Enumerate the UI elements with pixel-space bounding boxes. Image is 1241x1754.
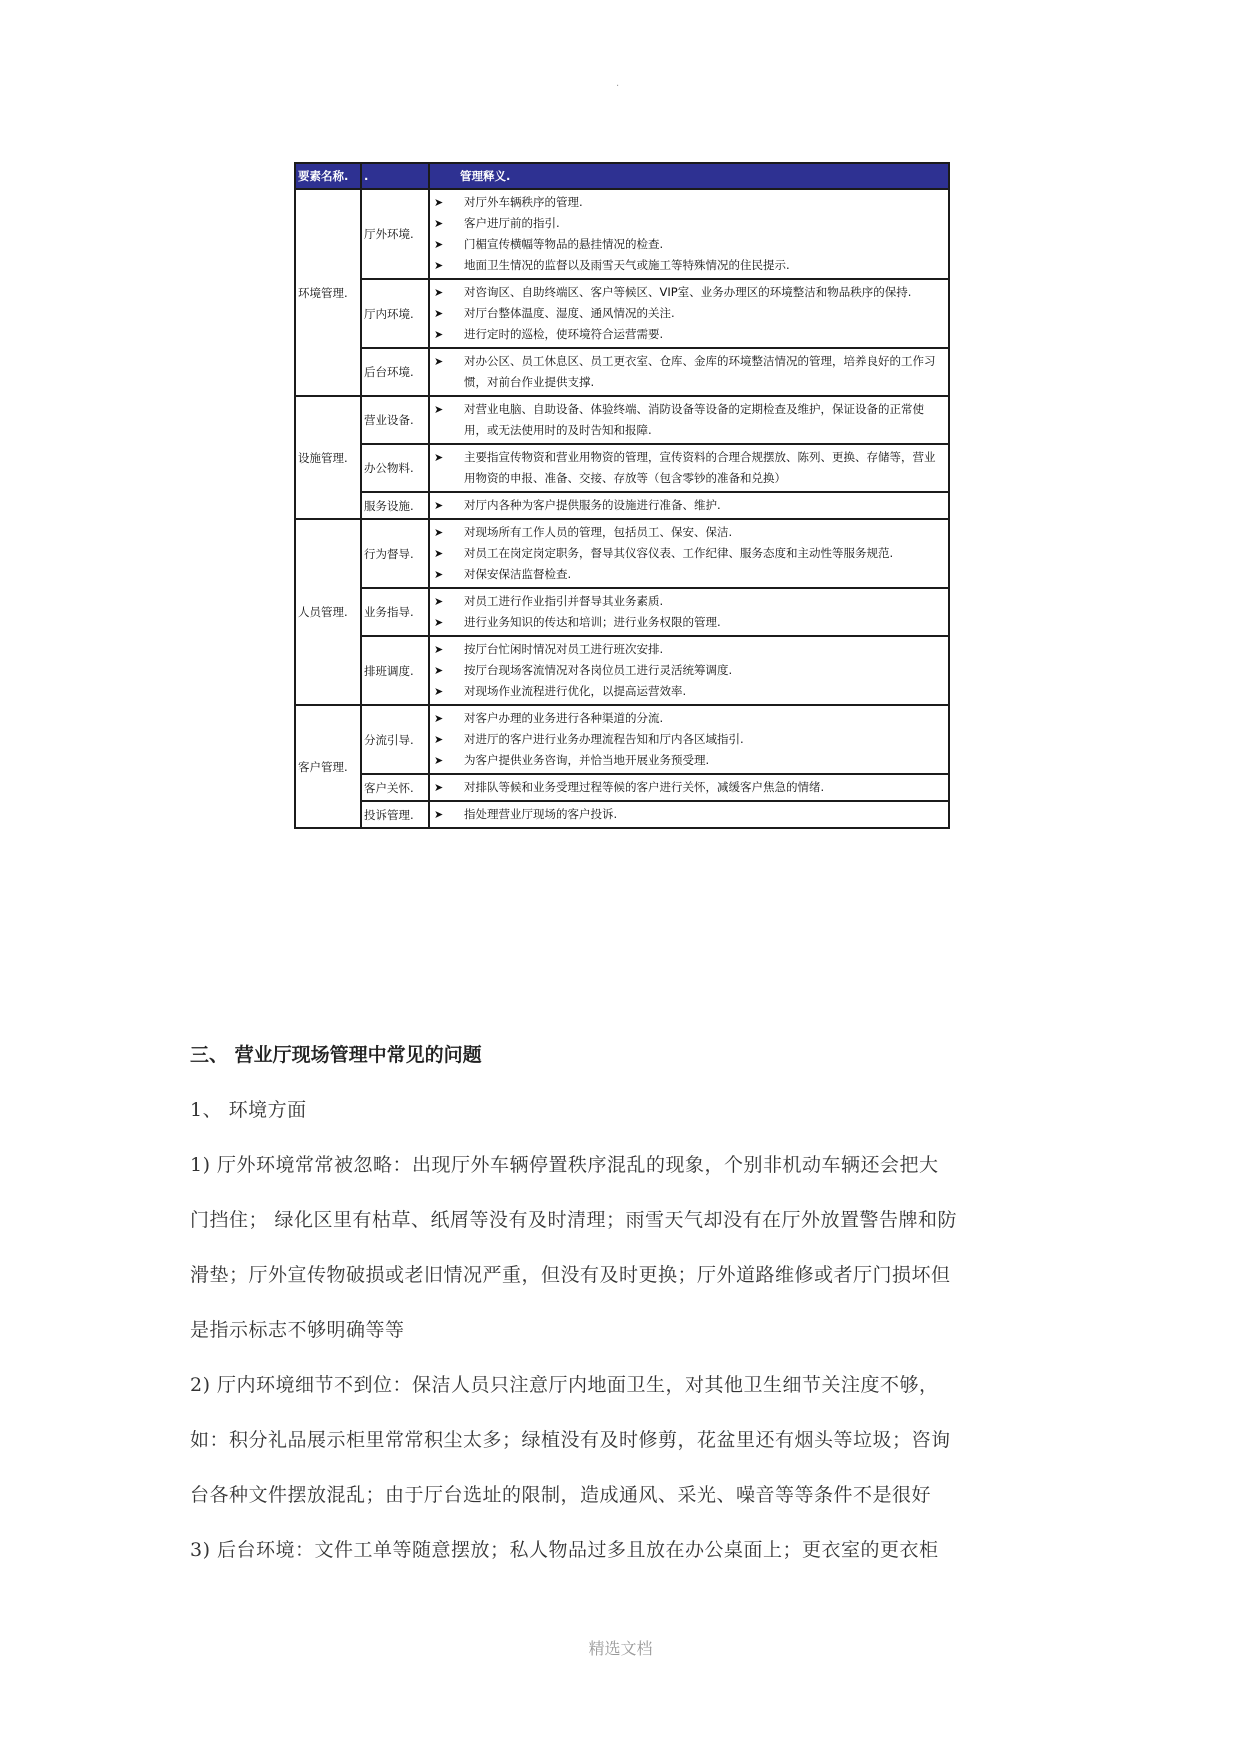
definition-cell [429,801,949,828]
list-item [434,324,944,345]
item-text: 对厅外车辆秩序的管理. [464,195,583,209]
subcategory-cell: 分流引导. [361,705,429,774]
item-text: 地面卫生情况的监督以及雨雪天气或施工等特殊情况的住民提示. [464,258,790,272]
item-text: 对进厅的客户进行业务办理流程告知和厅内各区域指引. [464,732,744,746]
definition-cell [429,705,949,774]
item-text: 对营业电脑、自助设备、体验终端、消防设备等设备的定期检查及维护，保证设备的正常使用，或无法使用时的及时告知和报障. [464,402,924,437]
table-row [295,492,949,519]
item-text: 主要指宣传物资和营业用物资的管理，宣传资料的合理合规摆放、陈列、更换、存储等，营业用物资的申报、准备、交接、存放等（包含零钞的准备和兑换） [464,450,936,485]
table-row [295,519,949,588]
definition-cell [429,189,949,279]
table-row [295,774,949,801]
definition-cell [429,492,949,519]
list-item [434,522,944,543]
arrow-right-icon: ➤ [434,547,444,560]
table-row [295,588,949,636]
arrow-right-icon: ➤ [434,595,444,608]
arrow-right-icon: ➤ [434,781,444,794]
list-item [434,804,944,825]
list-item [434,708,944,729]
arrow-right-icon: ➤ [434,643,444,656]
arrow-right-icon: ➤ [434,685,444,698]
table-row [295,279,949,348]
arrow-right-icon: ➤ [434,499,444,512]
list-item [434,447,944,489]
subcategory-cell: 行为督导. [361,519,429,588]
list-item [434,591,944,612]
paragraph-line: 1、 环境方面 [190,1099,307,1121]
definition-cell [429,636,949,705]
paragraph-line: 台各种文件摆放混乱；由于厅台选址的限制，造成通风、采光、噪音等等条件不是很好 [190,1484,932,1506]
paragraph-line: 如：积分礼品展示柜里常常积尘太多；绿植没有及时修剪，花盆里还有烟头等垃圾；咨询 [190,1429,951,1451]
header-sub: . [361,163,429,189]
arrow-right-icon: ➤ [434,307,444,320]
arrow-right-icon: ➤ [434,355,444,368]
list-item [434,234,944,255]
item-text: 进行业务知识的传达和培训；进行业务权限的管理. [464,615,721,629]
item-text: 按厅台现场客流情况对各岗位员工进行灵活统筹调度. [464,663,733,677]
list-item [434,564,944,585]
paragraph-line: 1) 厅外环境常常被忽略：出现厅外车辆停置秩序混乱的现象，个别非机动车辆还会把大 [190,1154,939,1176]
table-header-row [295,163,949,189]
list-item [434,543,944,564]
definition-cell [429,279,949,348]
list-item [434,495,944,516]
table-row [295,801,949,828]
item-text: 对现场所有工作人员的管理，包括员工、保安、保洁. [464,525,733,539]
list-item [434,729,944,750]
item-text: 门楣宣传横幅等物品的悬挂情况的检查. [464,237,664,251]
category-cell: 设施管理. [295,396,361,519]
paragraph-line: 门挡住； 绿化区里有枯草、纸屑等没有及时清理；雨雪天气却没有在厅外放置警告牌和防 [190,1209,958,1231]
list-item [434,681,944,702]
list-item [434,213,944,234]
item-text: 为客户提供业务咨询，并恰当地开展业务预受理. [464,753,710,767]
paragraph-line: 滑垫；厅外宣传物破损或老旧情况严重，但没有及时更换；厅外道路维修或者厅门损坏但 [190,1264,951,1286]
category-cell: 客户管理. [295,705,361,828]
management-table [294,162,950,829]
arrow-right-icon: ➤ [434,526,444,539]
list-item [434,255,944,276]
item-text: 指处理营业厅现场的客户投诉. [464,807,618,821]
table-row [295,636,949,705]
arrow-right-icon: ➤ [434,238,444,251]
definition-cell [429,444,949,492]
arrow-right-icon: ➤ [434,286,444,299]
definition-cell [429,396,949,444]
paragraph-line: 3) 后台环境：文件工单等随意摆放；私人物品过多且放在办公桌面上；更衣室的更衣柜 [190,1539,939,1561]
item-text: 客户进厅前的指引. [464,216,560,230]
table-row [295,348,949,396]
section-title: 三、 营业厅现场管理中常见的问题 [190,1044,482,1066]
header-definition: 管理释义. [429,163,949,189]
item-text: 对现场作业流程进行优化，以提高运营效率. [464,684,687,698]
item-text: 对客户办理的业务进行各种渠道的分流. [464,711,664,725]
item-text: 对厅内各种为客户提供服务的设施进行准备、维护. [464,498,721,512]
list-item [434,612,944,633]
paragraph-line: 是指示标志不够明确等等 [190,1319,405,1341]
item-text: 对员工进行作业指引并督导其业务素质. [464,594,664,608]
arrow-right-icon: ➤ [434,712,444,725]
arrow-right-icon: ➤ [434,328,444,341]
subcategory-cell: 服务设施. [361,492,429,519]
table-row [295,396,949,444]
subcategory-cell: 投诉管理. [361,801,429,828]
page-mark: . [616,78,620,89]
definition-cell [429,348,949,396]
arrow-right-icon: ➤ [434,217,444,230]
subcategory-cell: 客户关怀. [361,774,429,801]
subcategory-cell: 排班调度. [361,636,429,705]
footer-label: 精选文档 [588,1639,653,1658]
arrow-right-icon: ➤ [434,568,444,581]
definition-cell [429,519,949,588]
arrow-right-icon: ➤ [434,196,444,209]
item-text: 对厅台整体温度、湿度、通风情况的关注. [464,306,675,320]
item-text: 对排队等候和业务受理过程等候的客户进行关怀，减缓客户焦急的情绪. [464,780,825,794]
item-text: 对咨询区、自助终端区、客户等候区、VIP室、业务办理区的环境整洁和物品秩序的保持. [464,285,912,299]
table-row [295,705,949,774]
header-element-name: 要素名称. [295,163,361,189]
arrow-right-icon: ➤ [434,808,444,821]
definition-cell [429,588,949,636]
subcategory-cell: 营业设备. [361,396,429,444]
paragraph-line: 2) 厅内环境细节不到位：保洁人员只注意厅内地面卫生，对其他卫生细节关注度不够， [190,1374,939,1396]
list-item [434,750,944,771]
subcategory-cell: 厅内环境. [361,279,429,348]
list-item [434,777,944,798]
category-cell: 环境管理. [295,189,361,396]
category-cell: 人员管理. [295,519,361,705]
item-text: 按厅台忙闲时情况对员工进行班次安排. [464,642,664,656]
item-text: 对办公区、员工休息区、员工更衣室、仓库、金库的环境整洁情况的管理，培养良好的工作习惯，对前台作业提供支撑. [464,354,936,389]
arrow-right-icon: ➤ [434,403,444,416]
list-item [434,282,944,303]
item-text: 进行定时的巡检，使环境符合运营需要. [464,327,664,341]
list-item [434,303,944,324]
arrow-right-icon: ➤ [434,259,444,272]
subcategory-cell: 厅外环境. [361,189,429,279]
list-item [434,192,944,213]
list-item [434,399,944,441]
subcategory-cell: 后台环境. [361,348,429,396]
list-item [434,351,944,393]
subcategory-cell: 办公物料. [361,444,429,492]
list-item [434,660,944,681]
table-row [295,444,949,492]
item-text: 对保安保洁监督检查. [464,567,572,581]
subcategory-cell: 业务指导. [361,588,429,636]
arrow-right-icon: ➤ [434,754,444,767]
table-row [295,189,949,279]
arrow-right-icon: ➤ [434,733,444,746]
arrow-right-icon: ➤ [434,616,444,629]
arrow-right-icon: ➤ [434,451,444,464]
arrow-right-icon: ➤ [434,664,444,677]
item-text: 对员工在岗定岗定职务，督导其仪容仪表、工作纪律、服务态度和主动性等服务规范. [464,546,894,560]
definition-cell [429,774,949,801]
list-item [434,639,944,660]
